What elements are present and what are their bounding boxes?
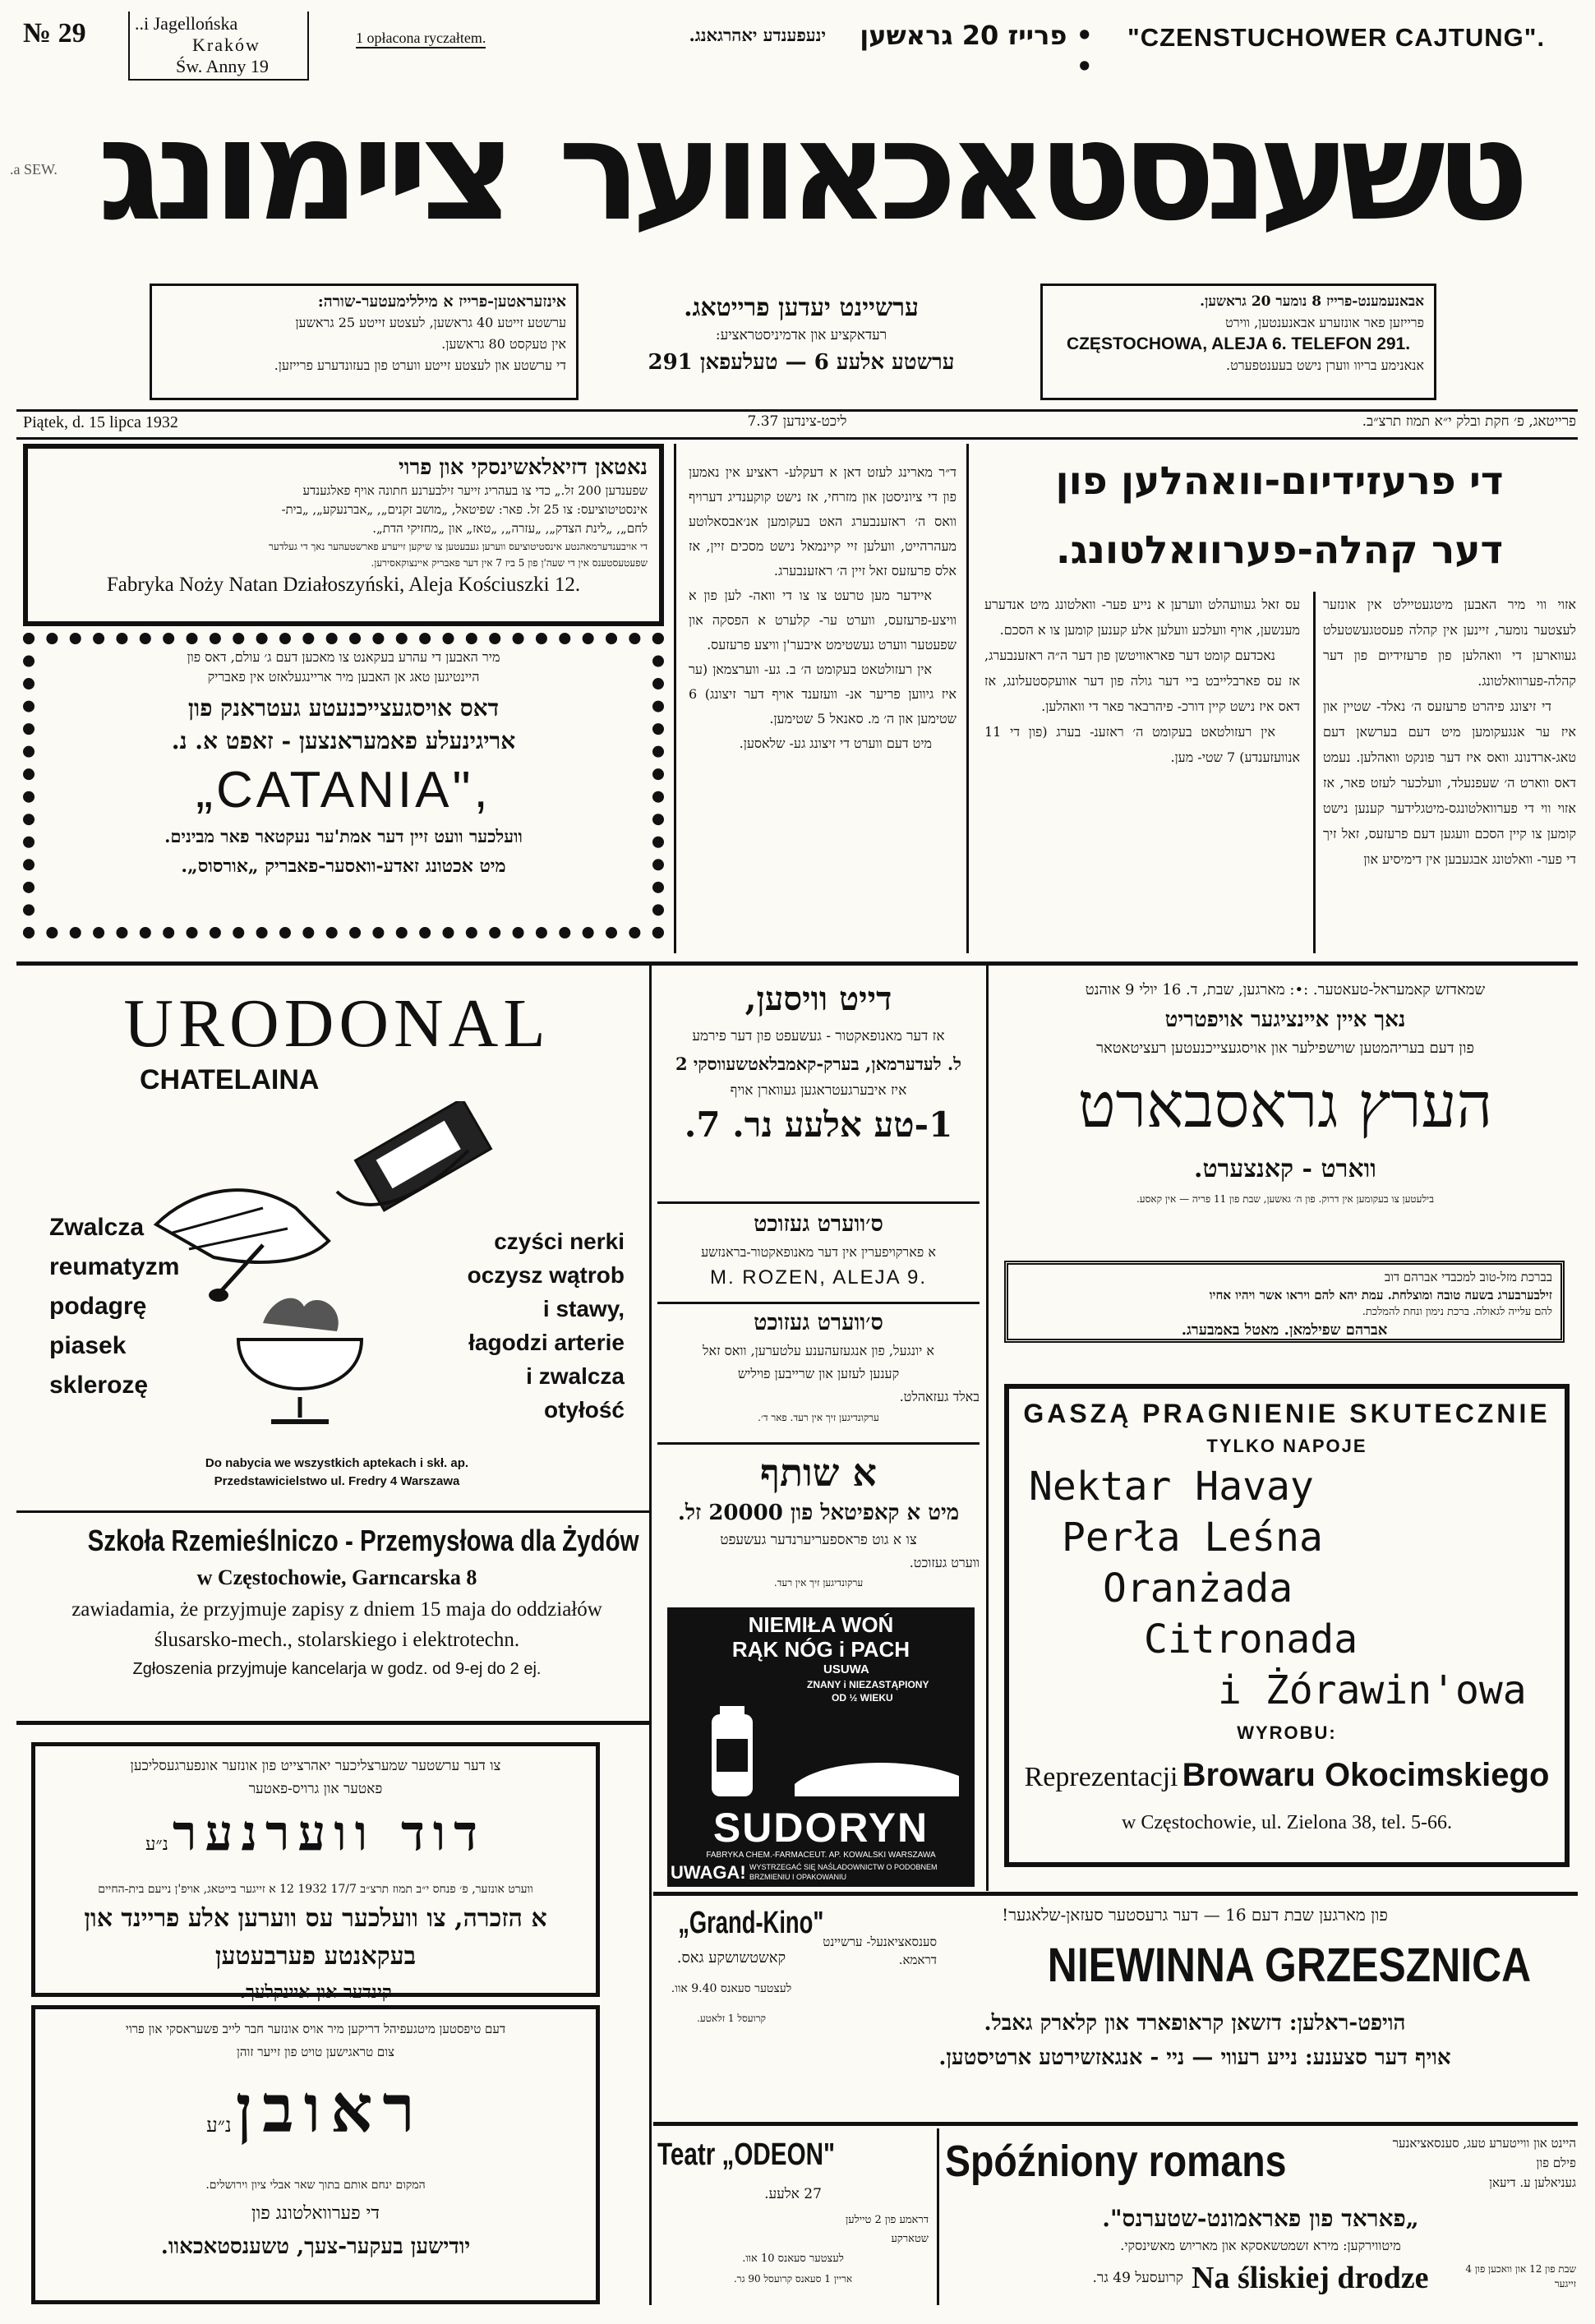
odeon-name: Teatr „ODEON" xyxy=(657,2137,836,2172)
werner-line-2: פאטער און גרויס-פאטער xyxy=(248,1781,383,1797)
catania-intro-1: מיר האבען די עהרע בעקאנט צו מאכען דעם ג׳ עולם, דאס פון xyxy=(187,649,500,665)
szkola-title: Szkoła Rzemieślniczo - Przemysłowa dla Żydów xyxy=(87,1524,639,1557)
gezucht2-line-4: ערקונדיגען זיך אין רעד. פאר ד׳. xyxy=(758,1412,879,1423)
gezucht1-line-2: M. ROZEN, ALEJA 9. xyxy=(709,1266,928,1289)
catania-sign: מיט אכטונג זאדע-וואסער-פאבריק „אורסוס„. xyxy=(181,855,506,877)
niewinna-line-1: הויפט-ראלען: דזשאן קראופארד און קלארק גאבל. xyxy=(984,2011,1406,2036)
szkola-ad xyxy=(33,1520,641,1718)
dateline-rule-top xyxy=(16,409,1578,412)
section-rule xyxy=(16,961,1578,966)
catania-line-1: דאס אויסגעצייכנעטע געטראנק פון xyxy=(187,694,500,722)
spozniony-title: Spóźniony romans xyxy=(945,2137,1287,2186)
theater-line-3: פון דעם בעריהמטען שוישפילער און אויסגעצייכנעטען רעציטאטאר xyxy=(1096,1040,1474,1057)
column-rule xyxy=(986,966,989,1891)
gezucht2-line-1: א יונגעל, פון אנגעזעהענע עלטערען, וואס זאל xyxy=(702,1343,934,1358)
odeon-time: לעצטער סעאנס 10 אוו. xyxy=(742,2253,844,2265)
issue-number: № 29 xyxy=(23,18,86,48)
napoje-title: GASZĄ PRAGNIENIE SKUTECZNIE xyxy=(1023,1399,1551,1428)
sudoryn-top-2: RĄK NÓG i PACH xyxy=(731,1637,910,1662)
theater-line-2: נאך איין איינציגער אויפטריט xyxy=(1164,1008,1406,1032)
article-col-b xyxy=(984,592,1300,953)
obituary-werner xyxy=(31,1742,600,2003)
ad-prices-line-1: ערשטע זייטע 40 גראשען, לעצטע זייטע 25 גראשען xyxy=(295,315,566,330)
odeon-line-1: דראמע פון 2 טיילען xyxy=(845,2214,929,2226)
grandkino-ad xyxy=(657,1900,824,2122)
gezucht2-title: ס׳ווערט געזוכט xyxy=(754,1310,883,1335)
shutaf-line-3: ווערט געזוכט. xyxy=(909,1555,980,1570)
sudoryn-znany: ZNANY i NIEZASTĄPIONY xyxy=(807,1679,929,1690)
spozniony-line-1: „פאראד פון פאראמונט-שטערנס". xyxy=(1102,2205,1419,2232)
obituary-reuven xyxy=(31,2005,600,2304)
masthead-title-right: טשענסטאכאווער xyxy=(558,90,1519,251)
spozniony-line-2: מיטווירקען: מירא זשמטשאסקא און מאריוש מאשינסקי. xyxy=(1120,2238,1401,2253)
sudoryn-ad xyxy=(667,1607,975,1887)
article-para-4: מיט דעם ווערט די זיצונג גע- שלאסען. xyxy=(739,735,932,751)
sudoryn-warn-1: UWAGA! xyxy=(671,1862,746,1883)
catania-ad xyxy=(23,633,664,938)
shutaf-line-1: מיט א קאפיטאל פון 20000 זל. xyxy=(677,1501,960,1525)
napoje-rep-row xyxy=(1021,1750,1553,1806)
spozniony-title-2: Na śliskiej drodze xyxy=(1192,2261,1429,2295)
sudoryn-maker: FABRYKA CHEM.-FARMACEUT. AP. KOWALSKI WARSZAWA xyxy=(706,1851,936,1860)
nathan-ad xyxy=(23,444,664,626)
mazltov-ad xyxy=(1004,1261,1565,1343)
article-para-1: ד״ר מארינג לעזט דאן א דעקלע- ראציע אין נאמען פון די ציוניסטן און מזרחי, אז נישט קוקענדיג דערויף וואס ה׳ ראזענבערג האט בעקומען אנ׳אבסאלוטע מעהרהייט, וועלען זיי קיינמאל נישט מסכים זיין, אז אלס פרעזעס זאל זיין ה׳ ראזענבערג. xyxy=(689,464,957,579)
napoje-item-5: i Żórawin'owa xyxy=(1218,1667,1527,1713)
grandkino-price: קרועסל 1 זלאטע. xyxy=(697,2013,766,2024)
urodonal-word: reumatyzm xyxy=(49,1253,180,1280)
section-rule xyxy=(16,1721,649,1725)
subscription-line: פרייזען פאר אונזערע אבאנענטען, ווירט xyxy=(1225,315,1424,330)
article-b-para-1: עס זאל געוועהלט ווערען א נייע פער- וואלטונג מיט אנדערע מענשען, אויף וועלכע וועלען אלע קענען קומען צו א הסכם. xyxy=(984,597,1300,638)
sudoryn-warn-2: WYSTRZEGAĆ SIĘ NAŚLADOWNICTW O PODOBNEM BRZMIENIU I OPAKOWANIU xyxy=(749,1863,938,1881)
theater-line-1: שמאדזש קאמעראל-טעאטער. :•: מארגען, שבת, ד. 16 יולי 9 אוהנט xyxy=(1085,981,1486,998)
urodonal-word: piasek xyxy=(49,1332,127,1359)
reuven-name-row xyxy=(47,2063,584,2173)
spozniony-ad xyxy=(945,2128,1576,2305)
publisher-line-1: ..i Jagellońska xyxy=(135,13,238,34)
urodonal-word: i stawy, xyxy=(542,1296,625,1321)
mazltov-line-1: בברכת מזל-טוב למכבדי אברהם דוב xyxy=(1384,1270,1552,1284)
dayt-line-1: אז דער מאנופאקטור - געשעפט פון דער פירמע xyxy=(692,1028,945,1044)
section-rule xyxy=(657,1302,980,1304)
dayt-line-2: ל. לעדערמאן, בערק-קאמבלאטשעווסקי 2 xyxy=(675,1054,962,1074)
article-headline-2: דער קהלה-פערוואלטונג. xyxy=(1055,528,1504,573)
urodonal-word: czyści nerki xyxy=(494,1229,625,1254)
editorial-info xyxy=(625,292,978,390)
sudoryn-foot-illustration xyxy=(791,1751,963,1801)
article-para-2: איידער מען טרעט צו צו די וואה- לען פון א וויצע-פרעזעס, ווערט ער- קלערט א הפסקה און שפעטער ווערט געשטימט איבער'ן וויצע פרעזעס. xyxy=(689,588,957,652)
napoje-item-2: Perła Leśna xyxy=(1062,1515,1323,1561)
theater-name: הערץ גראסבארט xyxy=(1077,1068,1493,1141)
shutaf-line-2: צו א גוט פראספעריערנדער געשעפט xyxy=(720,1532,917,1548)
section-rule xyxy=(653,2122,1578,2126)
catania-brand: „CATANIA", xyxy=(196,762,491,818)
napoje-brewery: Browaru Okocimskiego xyxy=(1182,1757,1550,1793)
gezucht-ad-1 xyxy=(657,1208,980,1297)
urodonal-right-words xyxy=(403,1224,625,1427)
napoje-rep: Reprezentacji xyxy=(1024,1762,1178,1792)
latin-title: "CZENSTUCHOWER CAJTUNG". xyxy=(1127,23,1546,52)
address-latin: CZĘSTOCHOWA, ALEJA 6. TELEFON 291. xyxy=(1066,334,1411,353)
shutaf-line-4: ערקונדיגען זיך אין רעד. xyxy=(773,1577,864,1589)
nathan-line-4: די אויבענדערמאהנטע אינסטיטוציעס ווערען געבעטען צו שיקען זייערע פארשטעהער נאך די געלדער xyxy=(269,541,648,552)
section-rule xyxy=(657,1442,980,1445)
theater-line-5: בילעטען צו בעקומען אין דרוק. פון ה׳ גאשען, שבת פון 11 פריה — אין קאסע. xyxy=(1136,1193,1434,1205)
napoje-item-4: Citronada xyxy=(1144,1616,1358,1662)
niewinna-title: NIEWINNA GRZESZNICA xyxy=(1047,1939,1532,1992)
odeon-street: 27 אלעע. xyxy=(764,2186,822,2202)
article-a-para-1: אזוי ווי מיר האבען מיטגעטיילט אין אונזער לעצטער נומער, זיינען אין קהלה פעסטגעשטעלט געווארען די וואהלען פון פרעזידיום פון דער קהלה-פערוואלטונג. xyxy=(1323,597,1576,689)
subscription-note: אנאנימע בריוו ווערן נישט בעענטפערט. xyxy=(1226,357,1424,373)
section-rule xyxy=(657,1201,980,1204)
napoje-tylko: TYLKO NAPOJE xyxy=(1206,1436,1367,1456)
nathan-line-1: שפענדען 200 זל.„ כדי צו בעהריג זייער זילבערנע חתונה אויף פאלגענדע xyxy=(302,483,648,498)
section-rule xyxy=(653,1892,1578,1896)
urodonal-brand: URODONAL xyxy=(123,985,551,1062)
weekly-label: ערשיינט יעדען פרייטאג. xyxy=(684,293,919,322)
postage-note: 1 opłacona ryczałtem. xyxy=(356,30,486,48)
urodonal-sub: CHATELAINA xyxy=(140,1064,320,1095)
urodonal-footer-1: Do nabycia we wszystkich aptekach i skł. ap. xyxy=(205,1456,469,1470)
urodonal-word: sklerozę xyxy=(49,1372,149,1399)
nathan-title: נאטאן דזיאלאשינסקי און פרוי xyxy=(398,455,648,480)
odeon-line-2: שטארקע xyxy=(891,2233,929,2245)
grandkino-street: קאשטשושקע גאס. xyxy=(676,1949,786,1967)
niewinna-side: סענסאציאנעל- ערשיינט דראמא. xyxy=(823,1934,937,1967)
masthead-title-left: ציימונג xyxy=(97,90,508,252)
niewinna-ad xyxy=(814,1900,1576,2105)
article-col-a xyxy=(1323,592,1576,953)
nathan-address: Fabryka Noży Natan Działoszyński, Aleja Kościuszki 12. xyxy=(106,574,581,596)
column-rule xyxy=(937,2128,939,2305)
urodonal-left-words xyxy=(49,1208,205,1405)
niewinna-top: פון מארגען שבת דעם 16 — דער גרעסטער סעזאן-שלאגער! xyxy=(1002,1905,1388,1925)
gezucht1-title: ס׳ווערט געזוכט xyxy=(754,1211,883,1237)
column-rule xyxy=(674,444,676,953)
urodonal-word: oczysz wątrob xyxy=(467,1262,625,1288)
szkola-note: Zgłoszenia przyjmuje kancelarja w godz. od 9-ej do 2 ej. xyxy=(132,1660,542,1678)
spozniony-side-top: היינט און ווייטערע טעג, סענסאציאנער פילם פון xyxy=(1392,2136,1576,2170)
niewinna-line-2: אויף דער סצענע: נייע רעווי — ניי - אנגאזשירטע ארטיסטען. xyxy=(938,2045,1451,2070)
sudoryn-od: OD ½ WIEKU xyxy=(832,1692,893,1704)
mazltov-line-3: להם עלייה לגאולה. ברכת נימון ונחת להמלכת. xyxy=(1362,1306,1552,1318)
column-rule xyxy=(1313,592,1316,953)
column-rule xyxy=(966,444,969,953)
article-a-para-2: די זיצונג פיהרט פרעזעס ה׳ נאלד- שטיין און איז ער אנגעקומען מיט דעם בערשאן דעם טאג-ארדנונג וואס איז דער פונקט וואהלען. נעמט דאס ווארט ה׳ שעפנעלד, וועלכער לעזט פאר, אז אזוי ווי די פערוואלטונגס-מיטגלידער קענען נישט קומען צו קיין הסכם וועגען דעם פרעזעס, זאל זיך די פער- וואלטונג אבגעבען אין דימיסיע און xyxy=(1323,699,1576,867)
mazltov-sign: אברהם שפילמאן. מאטל באמבערג. xyxy=(1181,1321,1388,1339)
catania-line-2: אריגינעלע פאמעראנצען - זאפט א. נ. xyxy=(171,727,516,754)
ad-prices-line-3: די ערשטע און לעצטע זייטע ווערט פון בעזונדערע פרייזען. xyxy=(274,357,566,373)
editor-line: רעדאקציע און אדמיניסטראציע: xyxy=(715,327,887,344)
werner-name: דוד ווערנער xyxy=(173,1805,486,1862)
reuven-sign-2: יודישען בעקער-צעך, טשענסטאכאוו. xyxy=(160,2234,471,2259)
urodonal-word: łagodzi arterie xyxy=(468,1330,625,1355)
publisher-stamp xyxy=(128,12,309,81)
sudoryn-bottle-illustration xyxy=(679,1706,794,1805)
publisher-line-2: Kraków xyxy=(192,35,260,55)
napoje-item-1: Nektar Havay xyxy=(1029,1464,1314,1510)
theater-line-4: ווארט - קאנצערט. xyxy=(1194,1155,1376,1183)
gezucht-ad-2 xyxy=(657,1307,980,1438)
ad-prices-line-2: אין טעקסט 80 גראשען. xyxy=(441,336,566,352)
margin-mark: .a SEW. xyxy=(10,161,58,178)
grandkino-time: לעצטער סעאנס 9.40 אוו. xyxy=(671,1982,792,1995)
dayt-wissen-ad xyxy=(657,976,980,1194)
reuven-ne: נ״ע xyxy=(206,2114,232,2137)
publisher-line-3: Św. Anny 19 xyxy=(176,56,269,76)
werner-line-1: צו דער ערשטער שמערצליכער יאהרצייט פון אונזער אונפערגעסליכען xyxy=(130,1758,501,1774)
theater-ad xyxy=(994,976,1576,1256)
szkola-body: zawiadamia, że przyjmuje zapisy z dniem 15 maja do oddziałów ślusarsko-mech., stolarskiego i elektrotechn. xyxy=(71,1598,602,1651)
article-headline-1: די פרעזידיום-וואהלען פון xyxy=(1055,459,1504,504)
reuven-name: ראובן xyxy=(235,2070,425,2147)
independent-label: ינעפענדע יאהרגאנג. xyxy=(689,25,826,45)
spozniony-side-2: געניאלען ע. דיעאן xyxy=(1489,2175,1576,2190)
sudoryn-top: NIEMIŁA WOŃ xyxy=(748,1612,894,1637)
reuven-line-2: צום טראגישען טויט פון זייער זוהן xyxy=(237,2045,394,2059)
ad-prices-box xyxy=(150,284,579,400)
catania-intro-2: היינטיגען טאג אן האבען מיר אריינגעלאזט אין פאבריק xyxy=(207,669,480,685)
gezucht2-line-3: באלד געזאהלט. xyxy=(899,1389,980,1404)
nathan-line-5: שפעטעסטענס אין די שעה'ן פון 5 ביז 7 אין דער פאבריק איינצוקאסירען. xyxy=(371,557,648,569)
napoje-item-3: Oranżada xyxy=(1103,1565,1293,1612)
urodonal-footer-2: Przedstawicielstwo ul. Fredry 4 Warszawa xyxy=(214,1474,460,1488)
dayt-title: דייט וויסען, xyxy=(744,980,892,1018)
spozniony-price: קרועסעל 49 גר. xyxy=(1092,2270,1183,2286)
odeon-ad xyxy=(657,2132,929,2304)
subscription-title: אבאנעמענט-פרייז 8 נומער 20 גראשען. xyxy=(1200,293,1424,310)
reuven-sign-1: די פערוואלטונג פון xyxy=(251,2203,380,2224)
column-rule xyxy=(649,966,652,2305)
price-top: • פרייז 20 גראשען • xyxy=(860,20,1093,82)
dateline-rule-bottom xyxy=(16,437,1578,440)
address-hebrew: ערשטע אלעע 6 — טעלעפאן 291 xyxy=(648,350,955,375)
mazltov-line-2: זילבערבערג בשעה טובה ומוצלחת. עמת יהא להם ויראו אשר ויהיו אחיו xyxy=(1209,1288,1552,1303)
reuven-line-1: דעם טיפסטען מיטגעפיהל דריקען מיר אויס אונזער חבר לייב פשעראסקי און פרוי xyxy=(125,2022,506,2036)
sudoryn-brand: SUDORYN xyxy=(712,1805,929,1851)
napoje-ad xyxy=(1004,1384,1570,1867)
article-b-para-2: נאכדעם קומט דער פאראוויטשן פון דער ה״ה ראזענבערג, אז עס פארבלייבט ביי דער גולה פון דער אוועקסטעלונג, אז דאס איז נישט קיין דורכ- פיהרבאר פאר די וואהלען. xyxy=(984,648,1300,714)
dayt-line-3: איז איבערגעטראגען געווארן אויף xyxy=(730,1082,907,1099)
urodonal-word: Zwalcza xyxy=(49,1214,145,1241)
werner-name-row xyxy=(47,1801,584,1879)
nathan-line-2: אינסטיטוציעס: צו 25 זל. פאר: שפיטאל, „מושב זקנים„, „אברנעקע„, „בית- xyxy=(281,502,648,517)
urodonal-word: otyłość xyxy=(543,1397,625,1423)
catania-line-3: וועלכער וועט זיין דער אמת'ער נעקטאר פאר מבינים. xyxy=(164,826,523,846)
napoje-wyrobu: WYROBU: xyxy=(1237,1722,1337,1743)
section-rule xyxy=(16,1510,649,1513)
dateline-center: ליכט-צינדען 7.37 xyxy=(747,413,847,430)
werner-ne: נ״ע xyxy=(145,1834,168,1855)
urodonal-ad xyxy=(49,986,625,1496)
werner-line-4: א הזכרה, צו וועלכער עס ווערען אלע פריינד און בעקאנטע פערבעטען xyxy=(84,1904,547,1971)
odeon-price: אריין 1 סעאנס קרועסל 90 גר. xyxy=(733,2273,853,2285)
subscription-box xyxy=(1040,284,1436,400)
szkola-city: w Częstochowie, Garncarska 8 xyxy=(196,1565,477,1589)
reuven-line-3: המקום ינחם אותם בתוך שאר אבלי ציון וירושלים. xyxy=(205,2179,426,2192)
shutaf-title: א שותף xyxy=(760,1450,877,1495)
gezucht2-line-2: קענען לעזען און שרייבען פויליש xyxy=(737,1366,900,1381)
article-continuation xyxy=(689,460,957,953)
werner-line-3: ווערט אונזער, פ׳ פנחס י״ב תמוז תרצ״ב 17/7 1932 12 א זייגער בייטאג, אויפ'ן נייעם בית-החיים xyxy=(98,1883,533,1896)
napoje-address: w Częstochowie, ul. Zielona 38, tel. 5-66. xyxy=(1122,1812,1452,1833)
werner-line-5: קינדער און איינקלעך. xyxy=(239,1981,392,2003)
grandkino-name: „Grand-Kino" xyxy=(678,1906,824,1940)
spozniony-side-bottom: שבת פון 12 און וואכען פון 4 זייגער xyxy=(1465,2263,1576,2289)
dateline-right: פרייטאג, פ׳ חקת ובלק י״א תמוז תרצ״ב. xyxy=(1362,413,1576,430)
dateline-left: Piątek, d. 15 lipca 1932 xyxy=(23,413,178,431)
ad-prices-title: אינזעראטען-פרייז א מיללימעטער-שורה: xyxy=(317,293,566,311)
dayt-line-4: 1-טע אלעע נר. 7. xyxy=(684,1104,953,1145)
sudoryn-usuwa: USUWA xyxy=(823,1662,869,1676)
article-b-para-3: אין רעזולטאט בעקומט ה׳ ראזענ- בערג (פון די 11 אנוועזענדע) 7 שטי- מען. xyxy=(984,724,1300,765)
urodonal-word: podagrę xyxy=(49,1293,147,1320)
article-para-3: אין רעזולטאט בעקומט ה׳ ב. גע- ווערצמאן (ער איז גיווען פריער אנ- וועזענד אויף דער זיצונג) 6 שטימען און ה׳ מ. סאנאל 5 שטימען. xyxy=(689,662,957,726)
nathan-line-3: לחם„, „לינת הצדק„, „עזרה„, „טאז„ און „מחזיקי הדת„. xyxy=(372,521,648,536)
urodonal-word: i zwalcza xyxy=(526,1363,625,1389)
gezucht1-line-1: א פארקויפערין אין דער מאנופאקטור-בראנזשע xyxy=(701,1244,936,1260)
shutaf-ad xyxy=(657,1448,980,1596)
